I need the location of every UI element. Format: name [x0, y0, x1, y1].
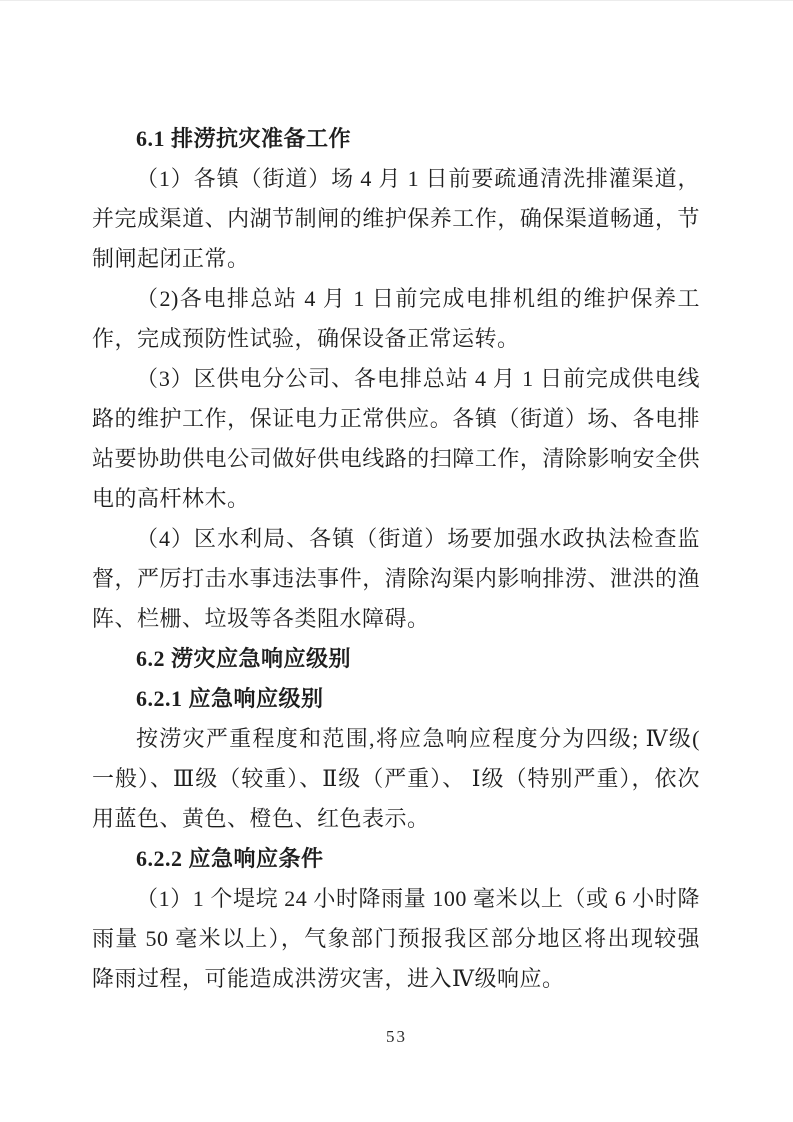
- page-number: 53: [386, 1027, 407, 1046]
- section-heading-6-2-1: 6.2.1 应急响应级别: [136, 686, 324, 711]
- section-heading-6-2-2: 6.2.2 应急响应条件: [136, 846, 324, 871]
- section-heading-6-1: 6.1 排涝抗灾准备工作: [136, 126, 352, 151]
- page-footer: [0, 1027, 793, 1047]
- paragraph-6-1-item-1: （1）各镇（街道）场 4 月 1 日前要疏通清洗排灌渠道，并完成渠道、内湖节制闸的维护保养工作，确保渠道畅通，节制闸起闭正常。: [92, 166, 700, 271]
- paragraph-6-1-item-3: （3）区供电分公司、各电排总站 4 月 1 日前完成供电线路的维护工作，保证电力正常供应。各镇（街道）场、各电排站要协助供电公司做好供电线路的扫障工作，清除影响安全供电的高杆林木。: [92, 366, 700, 511]
- document-body: [92, 119, 700, 999]
- paragraph-6-1-item-4: （4）区水利局、各镇（街道）场要加强水政执法检查监督，严厉打击水事违法事件，清除沟渠内影响排涝、泄洪的渔阵、栏栅、垃圾等各类阻水障碍。: [92, 526, 700, 631]
- paragraph-6-2-1-body: 按涝灾严重程度和范围,将应急响应程度分为四级; Ⅳ级( 一般）、Ⅲ级（较重）、Ⅱ级（严重）、 Ⅰ级（特别严重），依次用蓝色、黄色、橙色、红色表示。: [92, 726, 700, 831]
- paragraph-6-1-item-2: （2)各电排总站 4 月 1 日前完成电排机组的维护保养工作，完成预防性试验，确保设备正常运转。: [92, 286, 700, 351]
- section-heading-6-2: 6.2 涝灾应急响应级别: [136, 646, 352, 671]
- paragraph-6-2-2-item-1: （1）1 个堤垸 24 小时降雨量 100 毫米以上（或 6 小时降雨量 50 毫米以上），气象部门预报我区部分地区将出现较强降雨过程，可能造成洪涝灾害，进入Ⅳ级响应。: [92, 886, 700, 991]
